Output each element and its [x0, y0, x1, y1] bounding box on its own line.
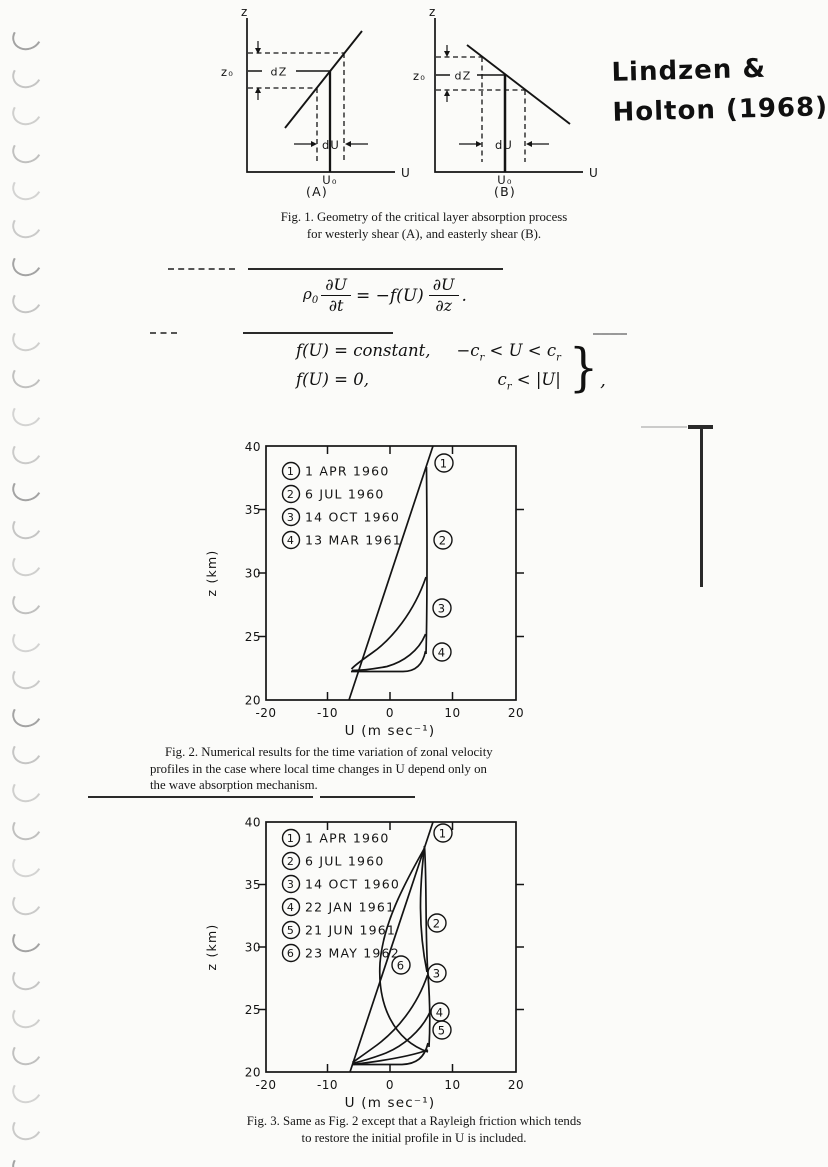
- fig2-legend-label-1: 1 APR 1960: [305, 463, 390, 479]
- binder-hole: [9, 1110, 46, 1144]
- fig2-ytick-40: 40: [244, 440, 261, 454]
- rule-artifact: [168, 268, 235, 270]
- fig3-caption: [134, 1113, 694, 1146]
- margin-mark-artifact: [641, 426, 687, 428]
- fig2-xtick-m20: -20: [255, 706, 277, 720]
- fig2-legend: [283, 463, 402, 549]
- fig2-caption: [150, 744, 628, 794]
- fig1-diagrams: [200, 5, 620, 210]
- fig3-legend-num-6: 6: [286, 947, 296, 960]
- fig3-curve-label-2: 2: [432, 916, 442, 931]
- fig2-xtick-0: 0: [385, 706, 395, 720]
- binder-hole: [9, 95, 46, 129]
- binder-hole: [9, 1073, 46, 1107]
- fig2-curve-initial-profile: [349, 446, 433, 700]
- eq2-comma: ,: [600, 369, 606, 391]
- binder-hole: [9, 922, 46, 956]
- fig1-diagram-b: [413, 5, 599, 199]
- fig3-xtick-m20: -20: [255, 1078, 277, 1092]
- a-du-label: dU: [321, 138, 341, 152]
- fig2-legend-num-2: 2: [286, 488, 296, 501]
- handwriting-line1: Lindzen &: [611, 53, 767, 88]
- binder-hole: [9, 208, 46, 242]
- fig2-curve-branch-oct: [352, 577, 427, 669]
- binder-hole: [9, 321, 46, 355]
- b-z-axis-label: z: [429, 5, 437, 19]
- fig3-curve-label-3: 3: [432, 966, 442, 981]
- fig3-legend-num-3: 3: [286, 878, 296, 891]
- fig2-curve-label-1: 1: [439, 456, 449, 471]
- fig2-legend-label-3: 14 OCT 1960: [305, 509, 401, 525]
- binder-hole: [9, 471, 46, 505]
- fig3-legend-label-3: 14 OCT 1960: [305, 876, 401, 892]
- binder-hole: [9, 546, 46, 580]
- b-du-arrow-left: [526, 141, 532, 147]
- fig2-curve-label-2: 2: [438, 533, 448, 548]
- eq2-line2-lhs: f(U) = 0,: [296, 370, 369, 390]
- fig3-ytick-30: 30: [244, 940, 261, 955]
- fig3-legend-label-6: 23 MAY 1962: [305, 945, 400, 961]
- fig3-curve-label-5: 5: [437, 1023, 447, 1038]
- fig2-xtick-20: 20: [507, 706, 525, 720]
- b-z0-label: z₀: [412, 69, 426, 83]
- fig3-curve-label-6: 6: [396, 958, 406, 973]
- fig3-plot: [190, 803, 582, 1115]
- b-u-axis-label: U: [589, 166, 599, 180]
- fig1-caption: [200, 209, 648, 242]
- fig2-x-axis-title: U (m sec⁻¹): [344, 723, 436, 739]
- handwriting-line2: Holton (1968): [612, 92, 828, 128]
- binder-hole: [9, 810, 46, 844]
- rule-artifact: [320, 796, 415, 798]
- eq2-conditions: [296, 341, 561, 393]
- eq2-line1-lhs: f(U) = constant,: [296, 341, 431, 360]
- b-du-label: dU: [494, 138, 514, 152]
- binder-hole: [9, 1148, 46, 1167]
- fig3-x-axis-title: U (m sec⁻¹): [344, 1095, 436, 1111]
- binder-hole: [9, 396, 46, 430]
- fig2-caption-line1: Fig. 2. Numerical results for the time variation of zonal velocity: [165, 745, 493, 759]
- eq1-period: .: [461, 285, 467, 306]
- fig3-xtick-m10: -10: [316, 1078, 339, 1092]
- fig3-legend-num-4: 4: [286, 901, 296, 914]
- fig1-caption-line2: for westerly shear (A), and easterly shear (B).: [306, 226, 542, 241]
- fig3-xtick-20: 20: [507, 1078, 525, 1092]
- a-z-axis-label: z: [241, 5, 249, 19]
- fig3-curve-label-1: 1: [438, 826, 448, 841]
- handwritten-annotation: [611, 47, 828, 133]
- eq1-fraction-2: $\frac{\partial U}{\partial z}$: [429, 276, 459, 316]
- b-dz-label: dZ: [454, 69, 472, 83]
- fig2-legend-num-3: 3: [286, 511, 296, 524]
- fig3-legend-label-2: 6 JUL 1960: [305, 853, 385, 869]
- eq2-brace: }: [568, 336, 599, 398]
- fig3-legend-num-5: 5: [286, 924, 296, 937]
- rule-artifact: [243, 332, 393, 334]
- binder-hole: [9, 170, 46, 204]
- fig2-ytick-25: 25: [244, 630, 261, 644]
- binder-hole: [9, 133, 46, 167]
- fig2-caption-line3: the wave absorption mechanism.: [150, 778, 318, 793]
- fig2-curve-labels: [433, 454, 453, 661]
- eq2-line1-rhs: $-c_r < U < c_r$: [456, 341, 561, 364]
- b-du-arrow-right: [476, 141, 482, 147]
- fig3-ytick-35: 35: [244, 878, 261, 892]
- fig3-legend-label-4: 22 JAN 1961: [305, 899, 396, 915]
- fig2-ytick-35: 35: [244, 503, 261, 517]
- a-u-axis-label: U: [401, 166, 411, 180]
- binder-hole: [9, 434, 46, 468]
- equation-2: [296, 336, 606, 398]
- binder-hole: [9, 584, 46, 618]
- fig1-diagram-a: [221, 5, 411, 199]
- fig2-xtick-m10: -10: [316, 706, 339, 720]
- fig3-curve-bottom-rise: [352, 1050, 428, 1065]
- binder-hole: [9, 246, 46, 280]
- fig3-legend: [283, 830, 401, 962]
- b-arrow-up: [444, 90, 450, 96]
- fig2-curve-label-4: 4: [437, 645, 447, 660]
- fig2-xtick-10: 10: [444, 706, 461, 720]
- b-arrow-down: [444, 51, 450, 57]
- a-du-arrow-right: [311, 141, 317, 147]
- fig2-legend-num-4: 4: [286, 534, 296, 547]
- binder-hole: [9, 697, 46, 731]
- binder-hole: [9, 734, 46, 768]
- equation-1: [150, 276, 620, 316]
- b-panel-tag: (B): [494, 184, 516, 199]
- fig3-caption-line2: to restore the initial profile in U is included.: [301, 1130, 527, 1145]
- fig3-curve-label-4: 4: [435, 1005, 445, 1020]
- binder-hole: [9, 283, 46, 317]
- a-du-arrow-left: [345, 141, 351, 147]
- fig2-plot: [190, 430, 582, 742]
- fig3-legend-label-1: 1 APR 1960: [305, 830, 390, 846]
- binder-hole: [9, 622, 46, 656]
- a-panel-tag: (A): [306, 184, 328, 199]
- fig2-ytick-20: 20: [244, 693, 261, 708]
- fig3-y-axis-title: z (km): [204, 923, 219, 971]
- fig3-xtick-0: 0: [385, 1078, 395, 1092]
- eq1-fraction-1: $\frac{\partial U}{\partial t}$: [321, 276, 351, 316]
- margin-mark-artifact: [700, 427, 703, 587]
- fig2-curves: [349, 446, 433, 700]
- binder-hole: [9, 847, 46, 881]
- binder-hole: [9, 885, 46, 919]
- fig3-caption-line1: Fig. 3. Same as Fig. 2 except that a Rayleigh friction which tends: [246, 1114, 582, 1128]
- binder-hole: [9, 998, 46, 1032]
- fig2-legend-label-2: 6 JUL 1960: [305, 486, 385, 502]
- rule-artifact: [150, 332, 177, 334]
- fig1-caption-line1: Fig. 1. Geometry of the critical layer absorption process: [280, 210, 568, 224]
- fig3-legend-num-1: 1: [286, 832, 296, 845]
- fig2-caption-line2: profiles in the case where local time changes in U depend only on: [150, 761, 487, 776]
- rule-artifact: [88, 796, 313, 798]
- binder-hole: [9, 960, 46, 994]
- fig2-curve-label-3: 3: [437, 601, 447, 616]
- fig3-ytick-25: 25: [244, 1003, 261, 1017]
- binder-hole: [9, 358, 46, 392]
- rule-artifact: [248, 268, 503, 270]
- fig2-ytick-30: 30: [244, 566, 261, 581]
- fig3-ytick-20: 20: [244, 1065, 261, 1080]
- eq1-relation: = −f(U): [356, 285, 424, 306]
- binder-hole: [9, 1035, 46, 1069]
- fig2-legend-label-4: 13 MAR 1961: [305, 532, 402, 548]
- fig3-xtick-10: 10: [444, 1078, 461, 1092]
- binder-hole: [9, 509, 46, 543]
- binder-hole: [9, 58, 46, 92]
- binder-hole: [9, 659, 46, 693]
- fig3-ytick-40: 40: [244, 815, 261, 830]
- eq1-coefficient: $\rho_0$: [303, 285, 319, 307]
- binder-hole: [9, 20, 46, 54]
- a-dz-label: dZ: [270, 65, 288, 79]
- rule-artifact: [593, 333, 627, 335]
- fig2-curve-absorbed-layer: [426, 467, 427, 654]
- a-z0-label: z₀: [220, 65, 234, 79]
- fig3-legend-num-2: 2: [286, 855, 296, 868]
- fig2-y-axis-title: z (km): [204, 549, 219, 597]
- eq2-line2-rhs: $c_r < |U|$: [497, 370, 561, 393]
- binder-hole: [9, 772, 46, 806]
- a-shear-line: [285, 31, 362, 128]
- fig3-legend-label-5: 21 JUN 1961: [305, 922, 397, 938]
- b-u0-label: U₀: [497, 173, 513, 187]
- fig2-legend-num-1: 1: [286, 465, 296, 478]
- a-u0-label: U₀: [322, 173, 338, 187]
